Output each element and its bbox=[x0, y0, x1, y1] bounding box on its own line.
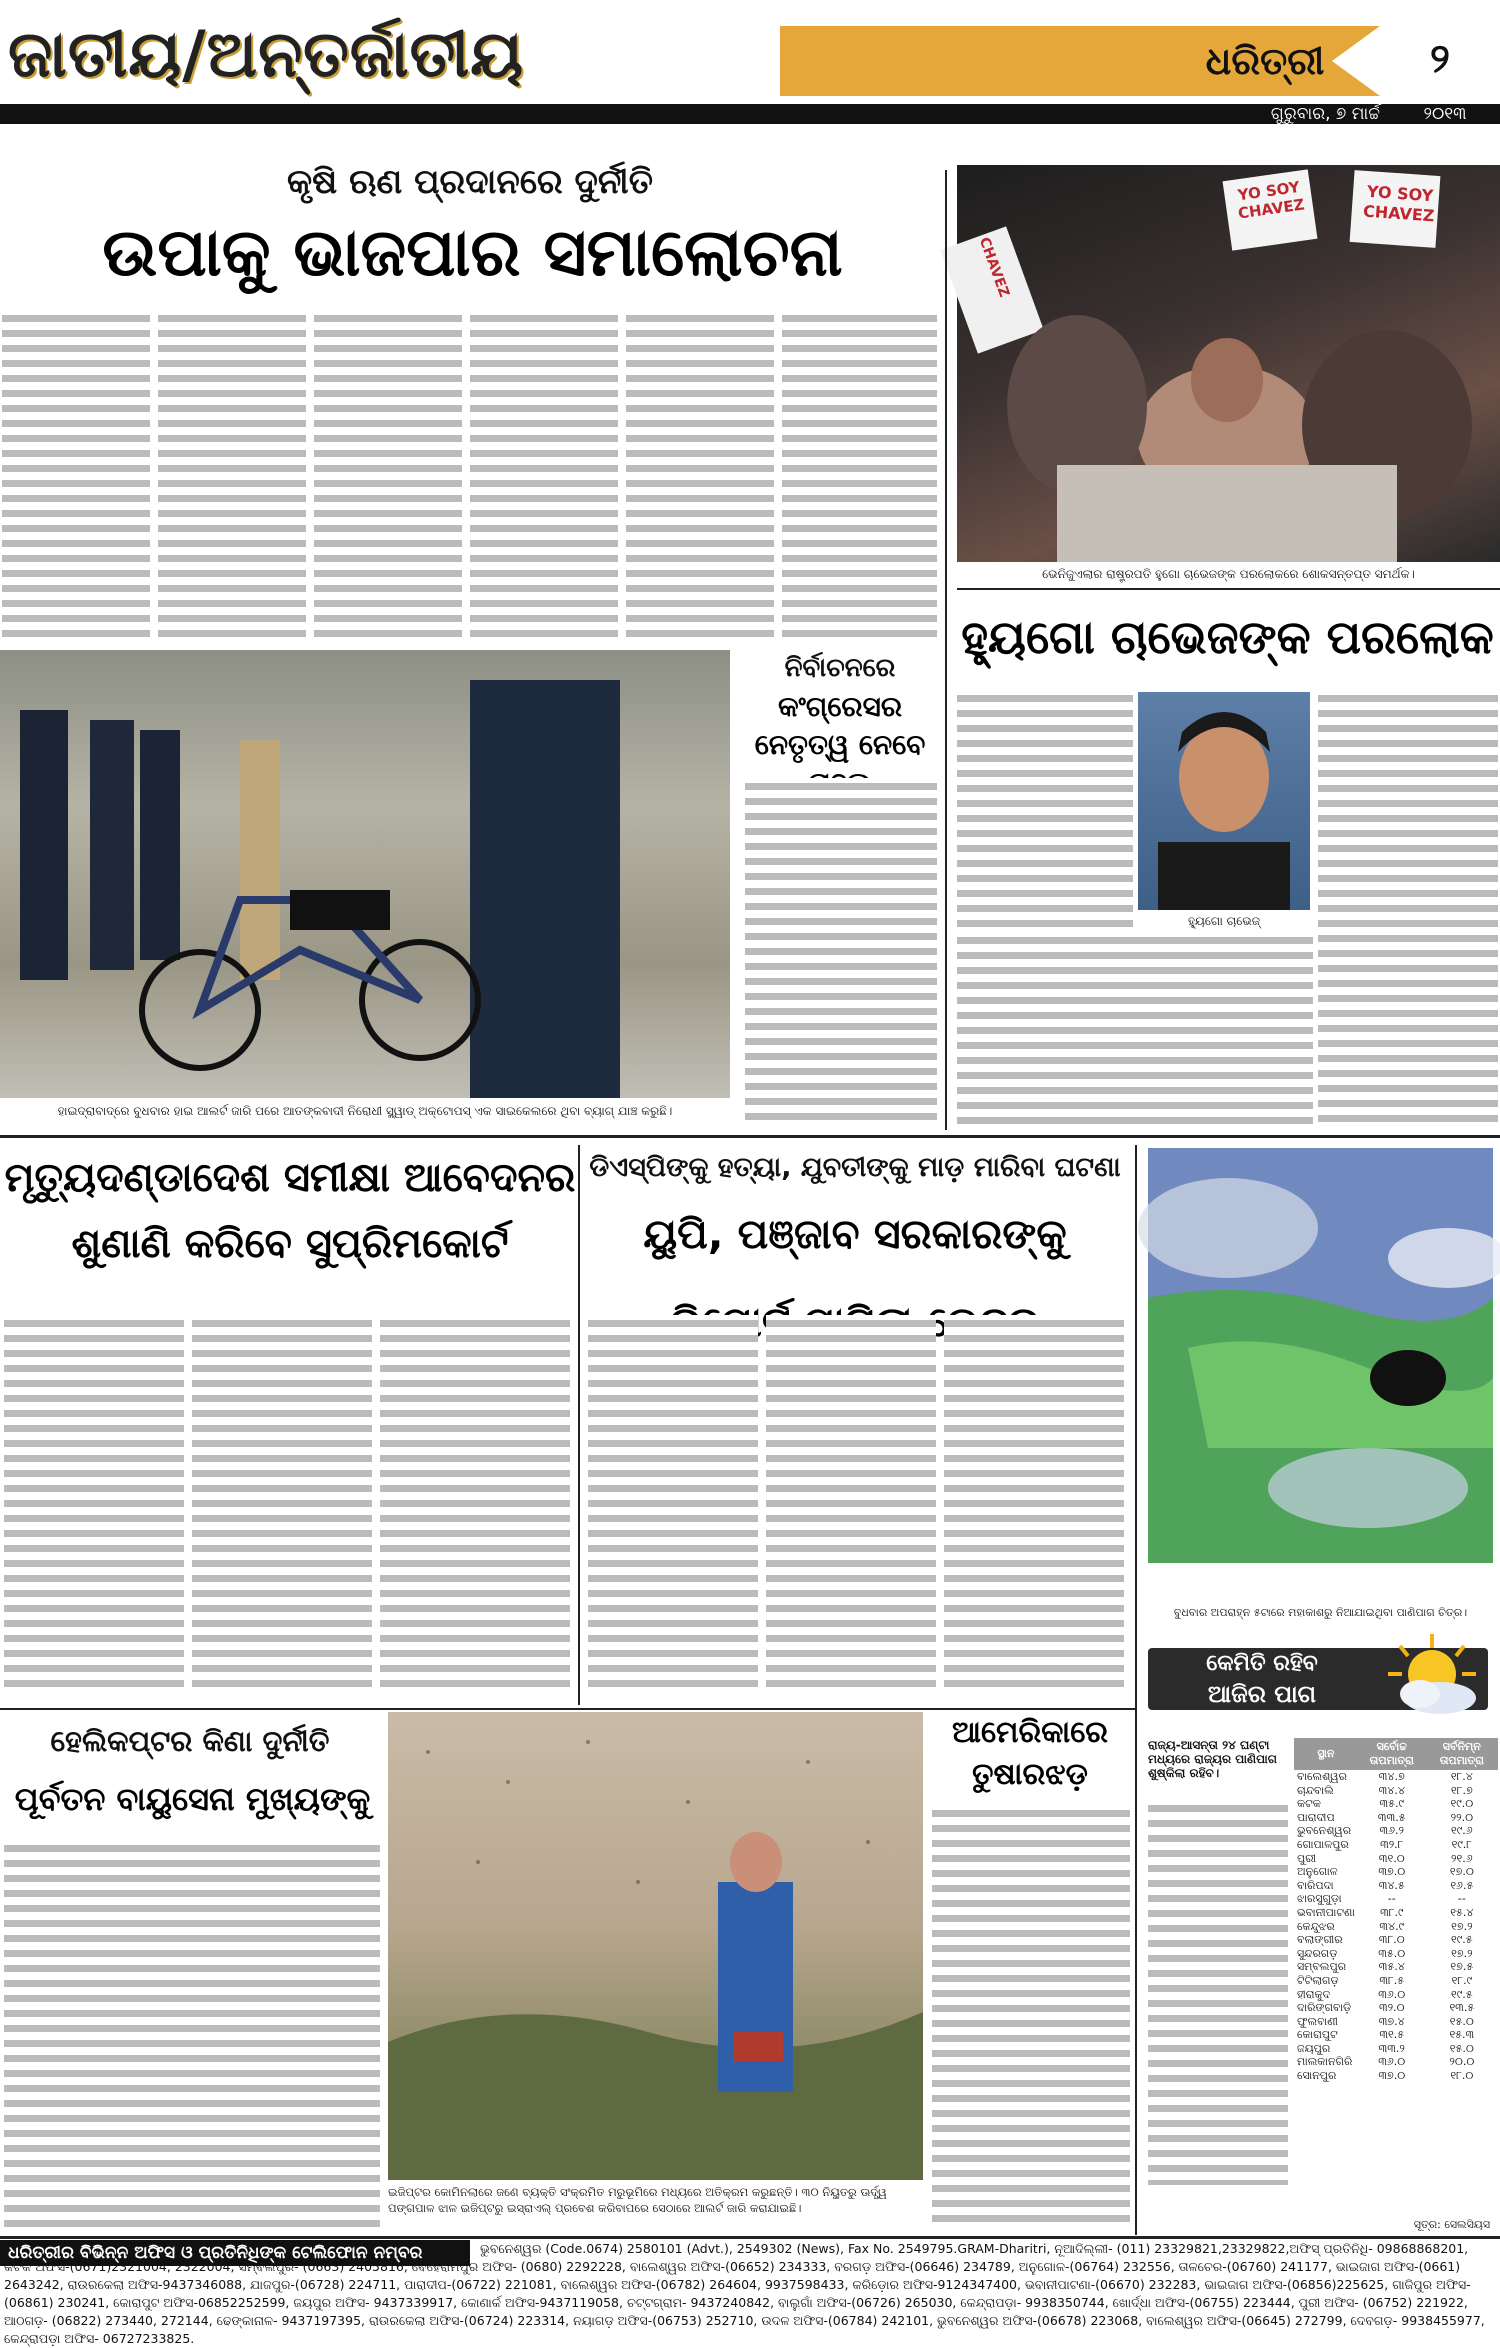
temperature-table bbox=[1294, 1738, 1498, 2238]
divider bbox=[1135, 1145, 1137, 2235]
temperature-cell-place: ବଲାଙ୍ଗୀର bbox=[1297, 1933, 1343, 1947]
temperature-row bbox=[1294, 2001, 1498, 2015]
temperature-cell-max: ୩୮.୯ bbox=[1380, 1905, 1404, 1919]
temperature-cell-min: ୧୯.୦ bbox=[1450, 1797, 1474, 1811]
temperature-row bbox=[1294, 2042, 1498, 2056]
temperature-cell-place: ପୁରୀ bbox=[1297, 1851, 1316, 1865]
temperature-cell-max: ୩୬.୨ bbox=[1379, 1824, 1405, 1838]
temperature-cell-place: ଝାରସୁଗୁଡ଼ା bbox=[1297, 1892, 1342, 1906]
issue-year: ୨୦୧୩ bbox=[1423, 104, 1467, 124]
police-scene-illustration bbox=[0, 650, 730, 1098]
temperature-cell-max: ୩୭.୦ bbox=[1378, 2069, 1406, 2083]
chavez-portrait-caption: ହ୍ୟୁଗୋ ଚାଭେଜ୍ bbox=[1188, 914, 1260, 928]
temperature-cell-min: ୧୯.୮ bbox=[1451, 1837, 1473, 1851]
temperature-cell-min: ୧୭.୨ bbox=[1451, 1946, 1473, 1960]
temperature-row bbox=[1294, 1852, 1498, 1866]
temperature-cell-place: କଟକ bbox=[1297, 1797, 1321, 1811]
temperature-cell-max: ୩୮.୦ bbox=[1378, 1933, 1405, 1947]
dsp-article-col-2 bbox=[766, 1315, 936, 1695]
temperature-cell-max: ୩୫.୪ bbox=[1378, 1960, 1405, 1974]
temperature-cell-place: ସୋନପୁର bbox=[1297, 2069, 1337, 2083]
chavez-article-intro bbox=[957, 690, 1133, 928]
hyderabad-security-photo bbox=[0, 650, 730, 1098]
locust-photo-caption: ଇଜିପ୍ଟର କୋମିନଲାରେ ଜଣେ ବ୍ୟକ୍ତି ସଂକ୍ରମିତ ମରୁଭୂମିରେ ମଧ୍ୟରେ ଅତିକ୍ରମ କରୁଛନ୍ତି। ୩୦ ନିୟୁତରୁ ଊର୍ଦ୍ଧ୍ୱ ପଙ୍ଗପାଳ ଝାଳ ଇଜିପ୍ଟରୁ ଇସ୍ରାଏଲ୍ ପ୍ରବେଶ କରିବାପରେ ସେଠାରେ ଆଲର୍ଟ ଜାରି କରାଯାଇଛି। bbox=[388, 2185, 887, 2215]
lead-article-body bbox=[0, 310, 945, 640]
temperature-cell-min: ୧୫.୦ bbox=[1449, 2041, 1474, 2055]
satellite-caption: ବୁଧବାର ଅପରାହ୍ନ ୫ଟାରେ ମହାକାଶରୁ ନିଆଯାଇଥିବା ପାଣିପାଗ ଚିତ୍ର। bbox=[1173, 1606, 1468, 1619]
temperature-cell-max: -- bbox=[1387, 1892, 1396, 1906]
temperature-cell-place: ସୁନ୍ଦରଗଡ଼ bbox=[1297, 1946, 1338, 1960]
weather-description bbox=[1148, 1800, 1288, 2185]
temperature-cell-min: ୧୩.୫ bbox=[1449, 2001, 1475, 2015]
col-header-min: ସର୍ବନିମ୍ନ ତାପମାତ୍ରା bbox=[1426, 1738, 1498, 1770]
temperature-cell-place: ମାଲକାନଗିରି bbox=[1297, 2055, 1353, 2069]
paper-name: ଧରିତ୍ରୀ bbox=[1205, 39, 1325, 83]
temperature-cell-min: ୧୭.୦ bbox=[1449, 1865, 1474, 1879]
lead-text-col-2 bbox=[158, 310, 306, 640]
temperature-row bbox=[1294, 1811, 1498, 1825]
temperature-cell-max: ୩୫.୯ bbox=[1379, 1797, 1404, 1811]
sun-cloud-icon bbox=[1380, 1632, 1484, 1722]
temperature-cell-place: ହୀରାକୁଦ bbox=[1297, 1987, 1331, 2001]
temperature-row bbox=[1294, 1797, 1498, 1811]
locust-swarm-photo bbox=[388, 1712, 923, 2180]
page-number: ୨ bbox=[1430, 36, 1450, 82]
temperature-cell-min: -- bbox=[1457, 1892, 1466, 1906]
temperature-row bbox=[1294, 1988, 1498, 2002]
portrait-illustration bbox=[1138, 692, 1310, 910]
lead-kicker: କୃଷି ଋଣ ପ୍ରଦାନରେ ଦୁର୍ନୀତି bbox=[287, 162, 653, 202]
divider bbox=[0, 2236, 1500, 2239]
temperature-row bbox=[1294, 1865, 1498, 1879]
temperature-row bbox=[1294, 1960, 1498, 1974]
temperature-cell-max: ୩୧.୫ bbox=[1379, 2028, 1405, 2042]
weather-title: କେମିତି ରହିବ bbox=[1206, 1651, 1318, 1676]
snowstorm-headline: ଆମେରିକାରେ ତୁଷାରଝଡ଼ bbox=[951, 1715, 1109, 1792]
temperature-cell-min: ୧୫.୩ bbox=[1449, 2028, 1475, 2042]
temperature-cell-place: କେନ୍ଦୁଝର bbox=[1297, 1919, 1335, 1933]
temperature-cell-max: ୩୭.୦ bbox=[1378, 1865, 1406, 1879]
temperature-cell-max: ୩୪.୯ bbox=[1379, 1919, 1405, 1933]
temperature-cell-max: ୩୪.୫ bbox=[1378, 1878, 1405, 1892]
satellite-illustration bbox=[1148, 1148, 1493, 1563]
temperature-cell-max: ୩୨.୦ bbox=[1378, 2001, 1405, 2015]
temperature-row bbox=[1294, 1838, 1498, 1852]
weather-source: ସୂତ୍ର: ସେଲସିୟସ bbox=[1413, 2218, 1490, 2231]
snowstorm-article-body bbox=[932, 1805, 1130, 2225]
temperature-row bbox=[1294, 1974, 1498, 1988]
temperature-row bbox=[1294, 1892, 1498, 1906]
temperature-cell-min: ୨୨.୦ bbox=[1450, 1810, 1474, 1824]
temperature-cell-place: ଚାନ୍ଦବାଲି bbox=[1297, 1783, 1334, 1797]
temperature-row bbox=[1294, 1920, 1498, 1934]
temperature-cell-place: ଭବାନୀପାଟଣା bbox=[1297, 1905, 1355, 1919]
col-header-place: ସ୍ଥାନ bbox=[1294, 1738, 1358, 1770]
temperature-cell-place: ଟିଟିଲାଗଡ଼ bbox=[1297, 1973, 1339, 1987]
temperature-row bbox=[1294, 2015, 1498, 2029]
temperature-cell-min: ୧୫.୦ bbox=[1449, 2014, 1474, 2028]
hyderabad-photo-caption: ହାଇଦ୍ରାବାଦ୍‌ରେ ବୁଧବାର ହାଇ ଆଲର୍ଟ ଜାରି ପରେ ଆତଙ୍କବାଦୀ ନିରୋଧୀ ସ୍କ୍ୱାଡ୍ ଅକ୍ଟୋପସ୍ ଏକ ସାଇକେଲରେ ଥିବା ବ୍ୟାଗ୍ ଯାଞ୍ଚ କରୁଛି। bbox=[57, 1104, 673, 1118]
lead-text-col-6 bbox=[782, 310, 937, 640]
sc-article-col-1 bbox=[4, 1315, 184, 1695]
temperature-row bbox=[1294, 1906, 1498, 1920]
temperature-cell-max: ୩୫.୦ bbox=[1378, 1946, 1406, 1960]
temperature-cell-place: ଫୁଲବାଣୀ bbox=[1297, 2014, 1338, 2028]
lead-headline: ଉପାକୁ ଭାଜପାର ସମାଲୋଚନା bbox=[102, 214, 843, 291]
temperature-cell-max: ୩୭.୪ bbox=[1378, 2014, 1405, 2028]
lead-text-col-5 bbox=[626, 310, 774, 640]
temperature-cell-max: ୩୬.୦ bbox=[1378, 2055, 1406, 2069]
temperature-cell-max: ୩୪.୪ bbox=[1378, 1783, 1405, 1797]
temperature-cell-max: ୩୪.୭ bbox=[1378, 1770, 1405, 1783]
footer-contact-list: ଭୁବନେଶ୍ୱର (Code.0674) 2580101 (Advt.), 2549302 (News), Fax No. 2549795.GRAM-Dharitri, ନୂଆଦିଲ୍ଲୀ- (011) 23329821,23329822,ଅଫିସ୍ ପ୍ରତିନିଧି- 09868868201, କଟକ ଅଫିସ-(0671)2321004, 2322004, ସମ୍ବଲପୁର- (0663) 2405816, ବେହେରାମପୁର ଅଫିସ- (0680) 2292228, ବାଲେଶ୍ୱର ଅଫିସ-(06652) 234333, ବରଗଡ଼ ଅଫିସ-(06646) 234789, ଅନୁଗୋଳ-(06764) 232556, ତାଳଚେର-(06760) 241177, ଭାଇଜାଗ ଅଫିସ-(0661) 2643242, ରାଉରକେଲା ଅଫିସ-9437346088, ଯାଜପୁର-(06728) 224711, ପାରାଦୀପ-(06722) 221081, ବାଲେଶ୍ୱର ଅଫିସ-(06782) 264604, 9937598433, କରିଡ଼ୋର ଅଫିସ-9124347400, ଭବାନୀପାଟଣା-(06670) 232283, ଭାଇଜାଗ ଅଫିସ-(06856)225625, ଗାଜିପୁର ଅଫିସ- (06861) 230241, କୋରାପୁଟ ଅଫିସ-06852252599, ଜୟପୁର ଅଫିସ- 9437339917, କୋଣାର୍କ ଅଫିସ-9437119058, ଚଟ୍ଟଗ୍ରାମ- 9437240842, ବାଲୁଗାଁ ଅଫିସ-(06726) 265030, କେନ୍ଦ୍ରାପଡ଼ା- 9938350744, ଖୋର୍ଦ୍ଧା ଅଫିସ-(06755) 223444, ପୁରୀ ଅଫିସ- (06752) 221922, ଆଠଗଡ଼- (06822) 273440, 272144, ଢେଙ୍କାନାଳ- 9437197395, ରାଉରକେଲା ଅଫିସ-(06724) 223314, ନୟାଗଡ଼ ଅଫିସ-(06753) 252710, ଉଦଳ ଅଫିସ-(06784) 242101, ଭୁବନେଶ୍ୱର ଅଫିସ-(06678) 223068, ବାଲେଶ୍ୱର ଅଫିସ-(06645) 272799, ଦେବଗଡ଼- 9938455977, କେନ୍ଦ୍ରାପଡ଼ା ଅଫିସ- 06727233825. bbox=[4, 2241, 1485, 2346]
temperature-cell-max: ୩୨.୮ bbox=[1380, 1837, 1404, 1851]
temperature-cell-min: ୧୮.୯ bbox=[1451, 1973, 1473, 1987]
lead-text-col-3 bbox=[314, 310, 462, 640]
dsp-headline: ୟୁପି, ପଞ୍ଜାବ ସରକାରଙ୍କୁ bbox=[643, 1210, 1067, 1258]
temperature-row bbox=[1294, 1784, 1498, 1798]
chavez-headline: ହ୍ୟୁଗୋ ଚାଭେଜଙ୍କ ପରଲୋକ bbox=[961, 610, 1494, 664]
temperature-cell-min: ୨୧.୬ bbox=[1451, 1851, 1473, 1865]
temperature-cell-min: ୨୦.୦ bbox=[1449, 2055, 1475, 2069]
rahul-article-body bbox=[745, 778, 937, 1120]
weather-subtitle: ଆଜିର ପାଗ bbox=[1207, 1680, 1317, 1708]
temperature-cell-min: ୧୫.୪ bbox=[1450, 1905, 1474, 1919]
section-title: ଜାତୀୟ/ଅନ୍ତର୍ଜାତୀୟ bbox=[8, 17, 524, 92]
divider bbox=[0, 1135, 1500, 1138]
temperature-cell-place: ଦାରିଙ୍ଗବାଡ଼ି bbox=[1297, 2001, 1352, 2015]
temperature-cell-min: ୧୯.୫ bbox=[1451, 1933, 1473, 1947]
temperature-row bbox=[1294, 1770, 1498, 1784]
temperature-cell-min: ୧୮.୦ bbox=[1450, 2069, 1474, 2083]
temperature-cell-min: ୧୯.୬ bbox=[1451, 1824, 1473, 1838]
temperature-cell-place: ଅନୁଗୋଳ bbox=[1297, 1865, 1338, 1879]
rahul-headline: କଂଗ୍ରେସର ନେତୃତ୍ୱ ନେବେ bbox=[754, 690, 926, 761]
temperature-row bbox=[1294, 2069, 1498, 2083]
col-header-max: ସର୍ବୋଚ୍ଚ ତାପମାତ୍ରା bbox=[1358, 1738, 1426, 1770]
temperature-cell-place: ଗୋପାଳପୁର bbox=[1297, 1837, 1349, 1851]
helicopter-headline: ପୂର୍ବତନ ବାୟୁସେନା ମୁଖ୍ୟଙ୍କୁ bbox=[14, 1780, 371, 1818]
temperature-cell-min: ୧୯.୫ bbox=[1451, 1987, 1473, 2001]
temperature-cell-place: ବାଲେଶ୍ୱର bbox=[1297, 1770, 1347, 1783]
temperature-row bbox=[1294, 2055, 1498, 2069]
lead-text-col-1 bbox=[2, 310, 150, 640]
satellite-weather-map bbox=[1148, 1148, 1493, 1563]
temperature-cell-min: ୧୬.୫ bbox=[1450, 1878, 1474, 1892]
temperature-cell-place: ପାରାଦୀପ bbox=[1297, 1810, 1335, 1824]
issue-date: ଗୁରୁବାର, ୭ ମାର୍ଚ୍ଚ bbox=[1270, 104, 1380, 124]
venezuela-photo-caption: ଭେନିଜୁଏଲାର ରାଷ୍ଟ୍ରପତି ହୁଗୋ ଚାଭେଜଙ୍କ ପରଲୋକରେ ଶୋକସନ୍ତପ୍ତ ସମର୍ଥକ। bbox=[1042, 567, 1415, 581]
sc-article-col-2 bbox=[192, 1315, 372, 1695]
temperature-cell-min: ୧୭.୫ bbox=[1450, 1960, 1474, 1974]
divider bbox=[957, 588, 1500, 590]
divider bbox=[0, 1708, 1135, 1710]
divider bbox=[578, 1145, 580, 1705]
temperature-cell-max: ୩୩.୨ bbox=[1378, 2041, 1405, 2055]
temperature-cell-max: ୩୧.୦ bbox=[1378, 1851, 1405, 1865]
supreme-court-headline: ମୃତ୍ୟୁଦଣ୍ଡାଦେଶ ସମୀକ୍ଷା ଆବେଦନର ଶୁଣାଣି କରିବେ ସୁପ୍ରିମକୋର୍ଟ bbox=[4, 1155, 576, 1267]
temperature-cell-place: ଭୁବନେଶ୍ୱର bbox=[1297, 1824, 1352, 1838]
temperature-cell-place: ବାରିପଦା bbox=[1297, 1878, 1334, 1892]
weather-intro: ରାଜ୍ୟ-ଆସନ୍ତା ୨୪ ଘଣ୍ଟା ମଧ୍ୟରେ ରାଜ୍ୟର ପାଣିପାଗ ଶୁଷ୍କିଲା ରହିବ। bbox=[1148, 1738, 1278, 1780]
lead-text-col-4 bbox=[470, 310, 618, 640]
dsp-article-col-3 bbox=[944, 1315, 1124, 1695]
chavez-article-col-2 bbox=[1318, 690, 1498, 1130]
placard-2: YO SOY CHAVEZ bbox=[1362, 181, 1436, 226]
temperature-row bbox=[1294, 1933, 1498, 1947]
temperature-row bbox=[1294, 2028, 1498, 2042]
temperature-cell-place: କୋରାପୁଟ bbox=[1297, 2028, 1338, 2042]
temperature-row bbox=[1294, 1879, 1498, 1893]
footer-title: ଧରିତ୍ରୀର ବିଭିନ୍ନ ଅଫିସ ଓ ପ୍ରତିନିଧିଙ୍କ ଟେଲିଫୋନ ନମ୍ବର bbox=[0, 2240, 470, 2266]
temperature-cell-max: ୩୬.୦ bbox=[1378, 1987, 1406, 2001]
temperature-cell-place: ସମ୍ବଲପୁର bbox=[1297, 1960, 1347, 1974]
temperature-cell-min: ୧୭.୨ bbox=[1451, 1919, 1473, 1933]
temperature-cell-max: ୩୮.୫ bbox=[1379, 1973, 1405, 1987]
dsp-kicker: ଡିଏସ୍‌ପିଙ୍କୁ ହତ୍ୟା, ଯୁବତୀଙ୍କୁ ମାଡ଼ ମାରିବା ଘଟଣା bbox=[589, 1152, 1121, 1183]
rahul-kicker: ନିର୍ବାଚନରେ bbox=[784, 653, 896, 683]
chavez-article-col-1 bbox=[957, 932, 1313, 1130]
dsp-article-col-1 bbox=[588, 1315, 758, 1695]
temperature-cell-min: ୧୮.୪ bbox=[1450, 1770, 1473, 1783]
temperature-cell-max: ୩୩.୫ bbox=[1377, 1810, 1406, 1824]
placard-1: YO SOY CHAVEZ bbox=[1236, 177, 1306, 223]
temperature-cell-place: ଜୟପୁର bbox=[1297, 2041, 1331, 2055]
divider bbox=[945, 170, 947, 1130]
sc-article-col-3 bbox=[380, 1315, 570, 1695]
chavez-portrait bbox=[1138, 692, 1310, 910]
temperature-row bbox=[1294, 1947, 1498, 1961]
locust-scene-illustration bbox=[388, 1712, 923, 2180]
temperature-cell-min: ୧୮.୭ bbox=[1450, 1783, 1473, 1797]
temperature-row bbox=[1294, 1824, 1498, 1838]
helicopter-kicker: ହେଲିକପ୍ଟର କିଣା ଦୁର୍ନୀତି bbox=[50, 1724, 330, 1758]
placard-3: CHAVEZ bbox=[975, 235, 1013, 300]
helicopter-article-body bbox=[4, 1840, 380, 2230]
